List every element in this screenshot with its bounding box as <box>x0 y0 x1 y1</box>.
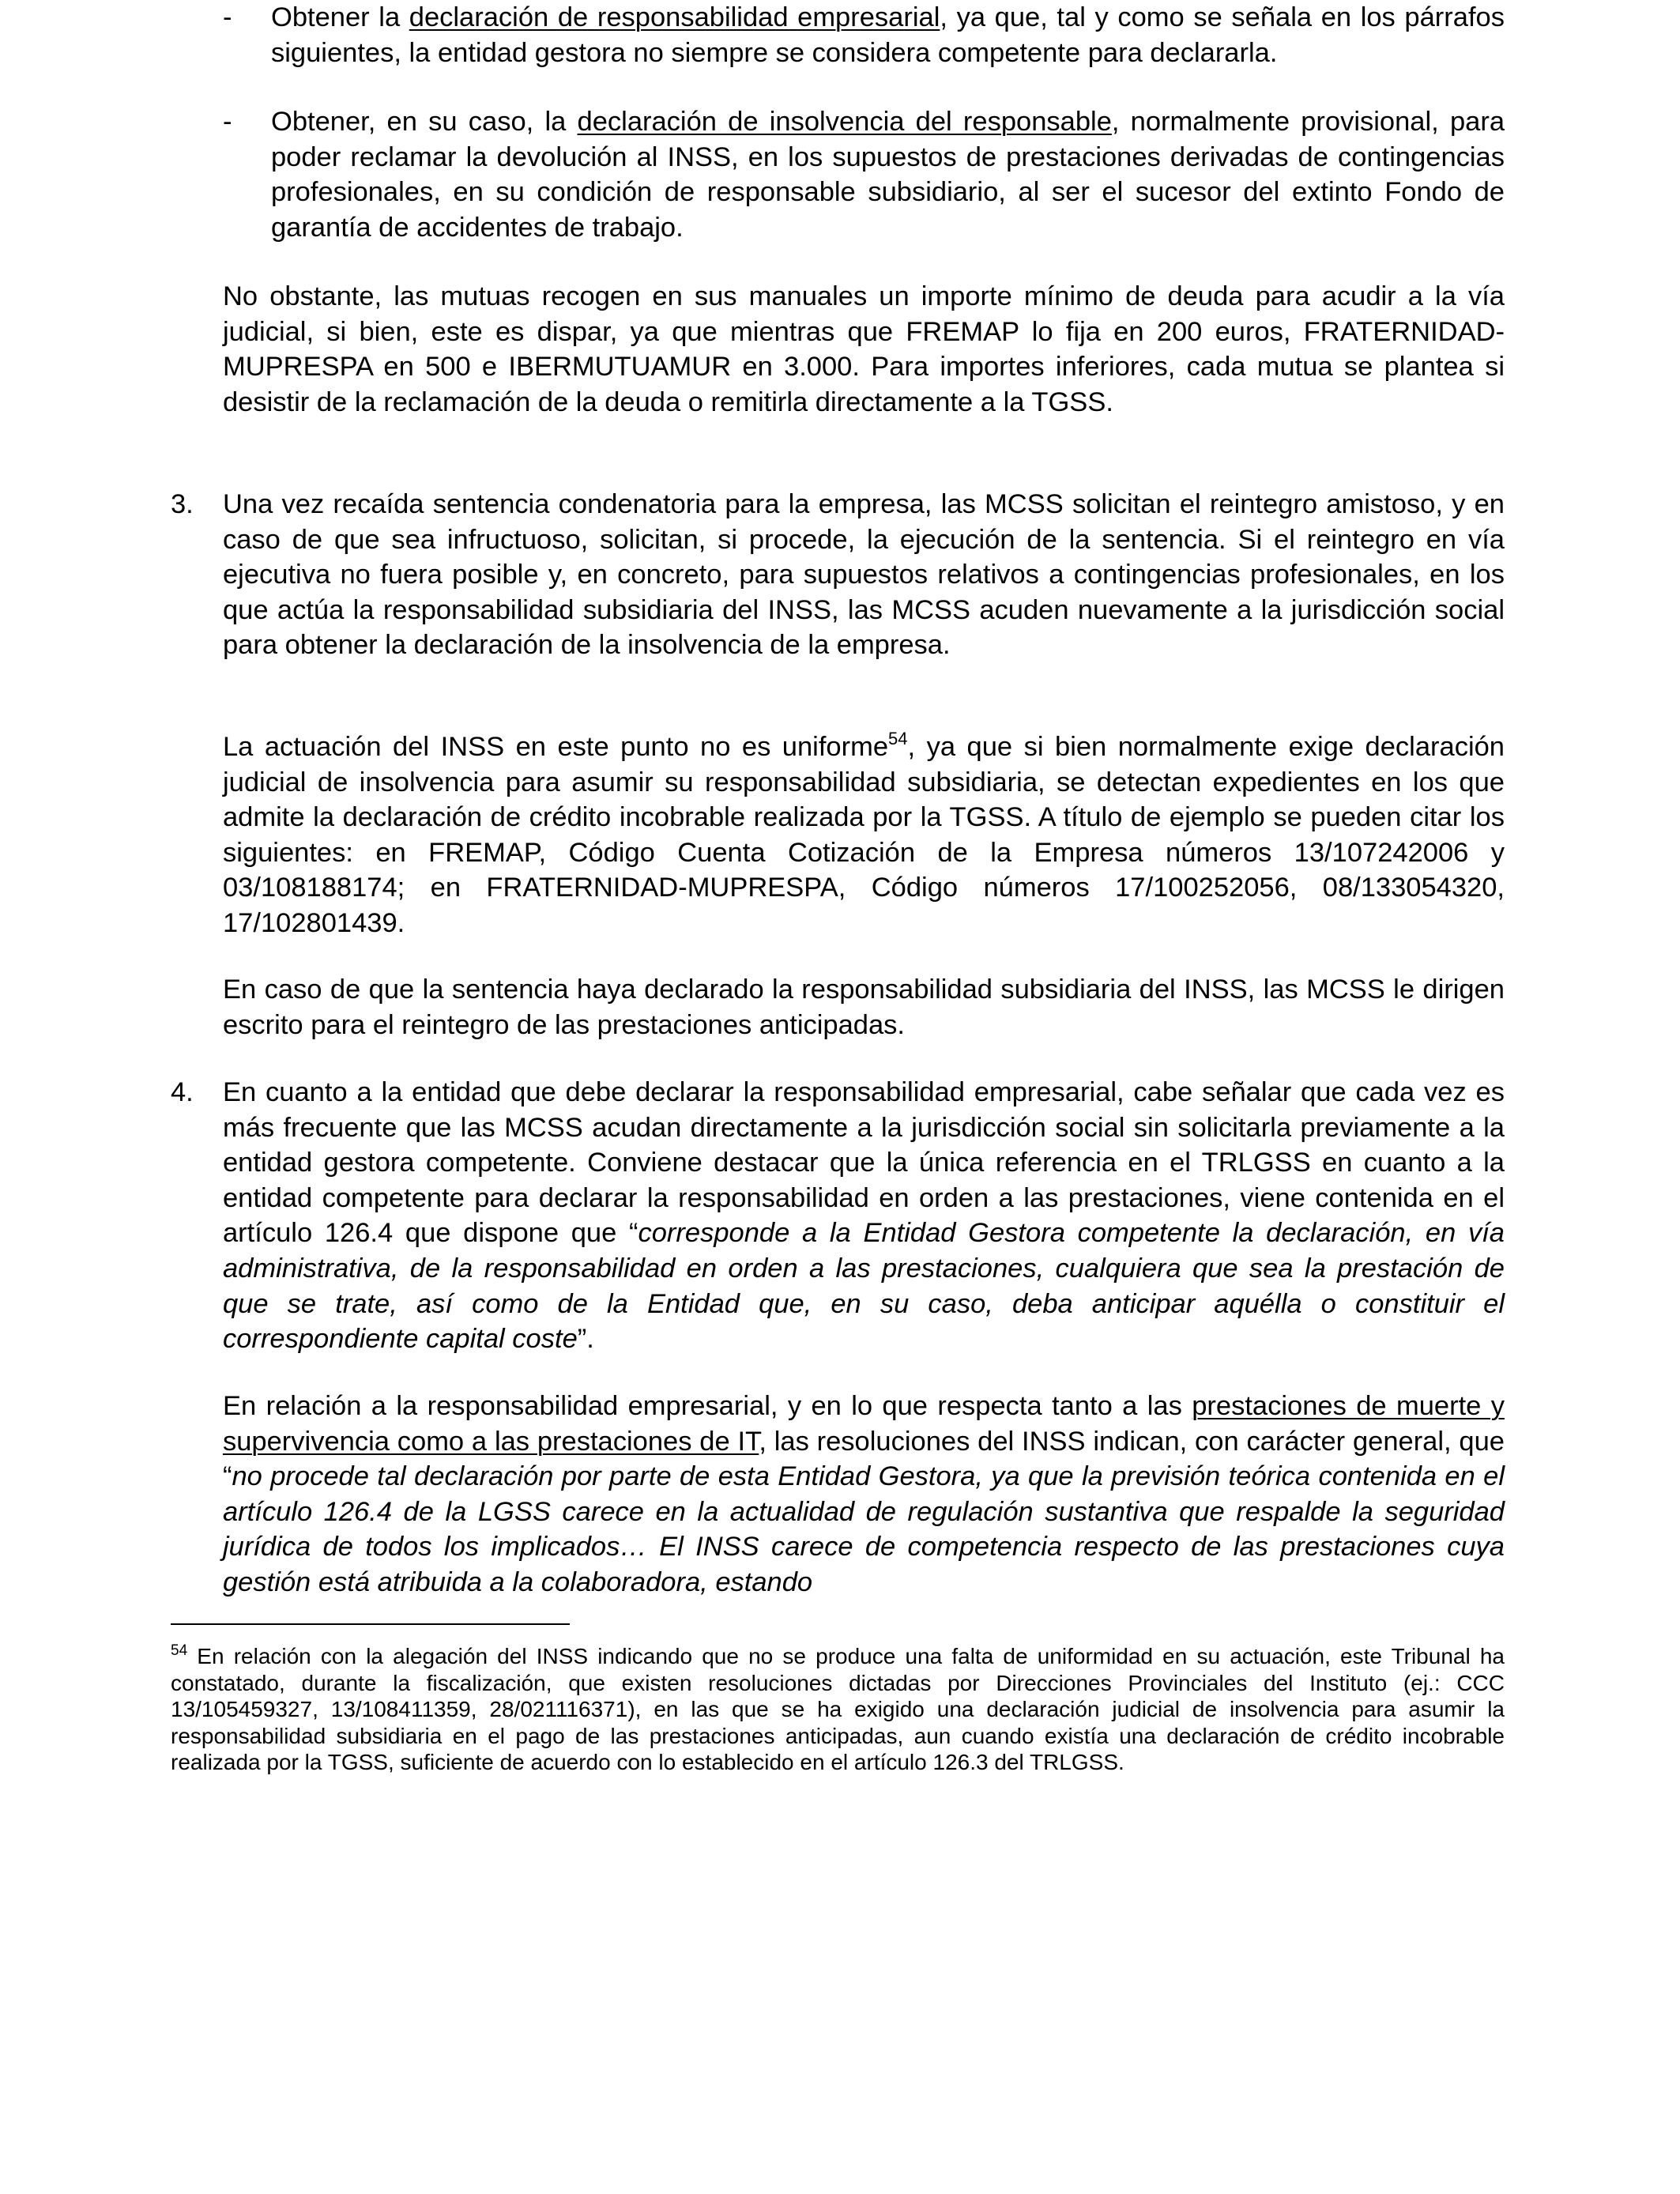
footnote-separator <box>171 1623 570 1625</box>
bullet-item <box>271 104 1505 245</box>
item3-paragraph-1: Una vez recaída sentencia condenatoria para la empresa, las MCSS solicitan el reintegro amistoso, y en caso de que sea infructuoso, solicitan, si procede, la ejecución de la sentencia. Si el reintegro en vía ejecutiva no fuera posible y, en concreto, para supuestos relativos a contingencias profesionales, en los que actúa la responsabilidad subsidiaria del INSS, las MCSS acuden nuevamente a la jurisdicción social para obtener la declaración de la insolvencia de la empresa. <box>223 489 1505 661</box>
footnote-reference[interactable]: 54 <box>888 729 908 748</box>
paragraph-text: , ya que si bien normalmente exige declaración judicial de insolvencia para asumir su responsabilidad subsidiaria, se detectan expedientes en los que admite la declaración de crédito incobrable realizada por la TGSS. A título de ejemplo se pueden citar los siguientes: en FREMAP, Código Cuenta Cotización de la Empresa números 13/107242006 y 03/108188174; en FRATERNIDAD-MUPRESPA, Código números 17/100252056, 08/133054320, 17/102801439. <box>223 732 1505 938</box>
footnote <box>171 1643 1505 1776</box>
underlined-phrase: prestaciones de muerte y supervivencia como a las prestaciones de IT <box>223 1391 1505 1457</box>
bullet-text: Obtener la <box>271 2 409 32</box>
paragraph-text: ”. <box>577 1324 594 1355</box>
underlined-phrase: declaración de insolvencia del responsable <box>577 107 1112 137</box>
list-number: 4. <box>171 1077 194 1107</box>
quoted-text: corresponde a la Entidad Gestora competente la declaración, en vía administrativa, de la responsabilidad en orden a las prestaciones, cualquiera que sea la prestación de que se trate, así como de la Entidad que, en su caso, deba anticipar aquélla o constituir el correspondiente capital coste <box>223 1218 1505 1355</box>
item4-paragraph-2 <box>223 1389 1505 1600</box>
bullet-text: Obtener, en su caso, la <box>271 107 578 137</box>
list-number: 3. <box>171 489 194 519</box>
bullet-dash: - <box>223 2 232 32</box>
paragraph-text: , las resoluciones del INSS indican, con carácter general, que “ <box>223 1426 1505 1492</box>
bullet-dash: - <box>223 107 232 137</box>
paragraph-text: En cuanto a la entidad que debe declarar la responsabilidad empresarial, cabe señalar que cada vez es más frecuente que las MCSS acudan directamente a la jurisdicción social sin solicitarla previamente a la entidad gestora competente. Conviene destacar que la única referencia en el TRLGSS en cuanto a la entidad competente para declarar la responsabilidad en orden a las prestaciones, viene contenida en el artículo 126.4 que dispone que “ <box>223 1077 1505 1249</box>
item3-paragraph-2 <box>223 729 1505 941</box>
paragraph-text: En relación a la responsabilidad empresarial, y en lo que respecta tanto a las <box>223 1391 1192 1421</box>
item4-paragraph-1 <box>223 1075 1505 1357</box>
footnote-number: 54 <box>171 1642 188 1659</box>
bullet-item <box>271 0 1505 70</box>
quoted-text: no procede tal declaración por parte de esta Entidad Gestora, ya que la previsión teórica contenida en el artículo 126.4 de la LGSS carece en la actualidad de regulación sustantiva que respalde la seguridad jurídica de todos los implicados… El INSS carece de competencia respecto de las prestaciones cuya gestión está atribuida a la colaboradora, estando <box>223 1461 1505 1597</box>
paragraph-mutuas: No obstante, las mutuas recogen en sus manuales un importe mínimo de deuda para acudir a la vía judicial, si bien, este es dispar, ya que mientras que FREMAP lo fija en 200 euros, FRATERNIDAD-MUPRESPA en 500 e IBERMUTUAMUR en 3.000. Para importes inferiores, cada mutua se plantea si desistir de la reclamación de la deuda o remitirla directamente a la TGSS. <box>223 281 1505 417</box>
item3-paragraph-3: En caso de que la sentencia haya declarado la responsabilidad subsidiaria del INSS, las MCSS le dirigen escrito para el reintegro de las prestaciones anticipadas. <box>223 974 1505 1040</box>
bullet-text: , normalmente provisional, para poder reclamar la devolución al INSS, en los supuestos de prestaciones derivadas de contingencias profesionales, en su condición de responsable subsidiario, al ser el sucesor del extinto Fondo de garantía de accidentes de trabajo. <box>271 107 1505 243</box>
footnote-text: En relación con la alegación del INSS indicando que no se produce una falta de uniformidad en su actuación, este Tribunal ha constatado, durante la fiscalización, que existen resoluciones dictadas por Direcciones Provinciales del Instituto (ej.: CCC 13/105459327, 13/108411359, 28/021116371), en las que se ha exigido una declaración judicial de insolvencia para asumir la responsabilidad subsidiaria en el pago de las prestaciones anticipadas, aun cuando existía una declaración de crédito incobrable realizada por la TGSS, suficiente de acuerdo con lo establecido en el artículo 126.3 del TRLGSS. <box>171 1644 1505 1775</box>
underlined-phrase: declaración de responsabilidad empresarial <box>409 2 940 32</box>
paragraph-text: La actuación del INSS en este punto no es uniforme <box>223 732 889 762</box>
bullet-text: , ya que, tal y como se señala en los párrafos siguientes, la entidad gestora no siempre se considera competente para declararla. <box>271 2 1505 68</box>
